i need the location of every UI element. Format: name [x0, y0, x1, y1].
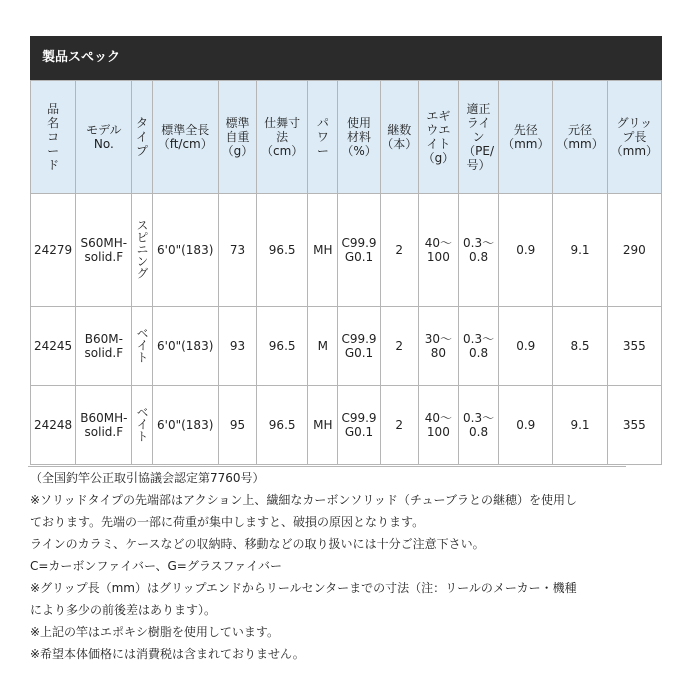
table-row — [31, 307, 662, 386]
col-header: 標準 自重 （g） — [218, 81, 256, 194]
note-line: ラインのカラミ、ケースなどの収納時、移動などの取り扱いには十分ご注意下さい。 — [30, 537, 485, 551]
cell-closed-length: 96.5 — [257, 386, 308, 465]
cell-sections: 2 — [380, 307, 418, 386]
cell-grip: 355 — [607, 386, 661, 465]
col-header: 先径 （mm） — [499, 81, 553, 194]
note-line: ※ソリッドタイプの先端部はアクション上、繊細なカーボンソリッド（チューブラとの継穂）を使用し — [30, 493, 577, 507]
cell-butt: 8.5 — [553, 307, 607, 386]
cell-type: ベイト — [132, 386, 152, 465]
cell-material: C99.9 G0.1 — [338, 307, 380, 386]
cell-code: 24248 — [31, 386, 76, 465]
cell-line: 0.3～ 0.8 — [458, 307, 498, 386]
cell-power: M — [308, 307, 338, 386]
cell-grip: 290 — [607, 194, 661, 307]
cell-length: 6'0"(183) — [152, 307, 218, 386]
note-line: C=カーボンファイバー、G=グラスファイバー — [30, 559, 282, 573]
cell-line: 0.3～ 0.8 — [458, 194, 498, 307]
cell-power: MH — [308, 386, 338, 465]
cell-model: B60M- solid.F — [76, 307, 132, 386]
note-line: ※上記の竿はエポキシ樹脂を使用しています。 — [30, 625, 279, 639]
cell-type: スピニング — [132, 194, 152, 307]
col-header: 品 名 コ ー ド — [31, 81, 76, 194]
cell-weight: 95 — [218, 386, 256, 465]
cell-egi-weight: 40～ 100 — [418, 386, 458, 465]
cell-closed-length: 96.5 — [257, 194, 308, 307]
cell-tip: 0.9 — [499, 386, 553, 465]
col-header: 継数 （本） — [380, 81, 418, 194]
col-header: パ ワ ー — [308, 81, 338, 194]
cell-model: S60MH- solid.F — [76, 194, 132, 307]
cell-egi-weight: 40～ 100 — [418, 194, 458, 307]
note-line: ※グリップ長（mm）はグリップエンドからリールセンターまでの寸法（注：リールのメーカー・機種 — [30, 581, 577, 595]
cell-line: 0.3～ 0.8 — [458, 386, 498, 465]
col-header: 使用 材料 （%） — [338, 81, 380, 194]
cell-length: 6'0"(183) — [152, 194, 218, 307]
certification-note: （全国釣竿公正取引協議会認定第7760号） — [28, 466, 626, 489]
cell-code: 24279 — [31, 194, 76, 307]
cell-code: 24245 — [31, 307, 76, 386]
table-row — [31, 194, 662, 307]
notes-block — [30, 466, 670, 665]
col-header: 適正 ライ ン （PE/ 号） — [458, 81, 498, 194]
cell-sections: 2 — [380, 194, 418, 307]
cell-power: MH — [308, 194, 338, 307]
cell-closed-length: 96.5 — [257, 307, 308, 386]
note-line: により多少の前後差はあります）。 — [30, 603, 217, 617]
cell-weight: 93 — [218, 307, 256, 386]
cell-model: B60MH- solid.F — [76, 386, 132, 465]
cell-tip: 0.9 — [499, 307, 553, 386]
col-header: 元径 （mm） — [553, 81, 607, 194]
cell-sections: 2 — [380, 386, 418, 465]
col-header: グリッ プ長 （mm） — [607, 81, 661, 194]
table-header-row — [31, 81, 662, 194]
col-header: タ イ プ — [132, 81, 152, 194]
cell-egi-weight: 30～ 80 — [418, 307, 458, 386]
col-header: 仕舞寸 法 （cm） — [257, 81, 308, 194]
cell-butt: 9.1 — [553, 194, 607, 307]
cell-length: 6'0"(183) — [152, 386, 218, 465]
cell-material: C99.9 G0.1 — [338, 194, 380, 307]
table-row — [31, 386, 662, 465]
section-title: 製品スペック — [30, 36, 662, 80]
col-header: モデル No. — [76, 81, 132, 194]
col-header: 標準全長 （ft/cm） — [152, 81, 218, 194]
cell-type: ベイト — [132, 307, 152, 386]
col-header: エギ ウエ イト （g） — [418, 81, 458, 194]
note-line: ております。先端の一部に荷重が集中しますと、破損の原因となります。 — [30, 515, 425, 529]
cell-grip: 355 — [607, 307, 661, 386]
cell-tip: 0.9 — [499, 194, 553, 307]
spec-table — [30, 80, 662, 465]
note-line: ※希望本体価格には消費税は含まれておりません。 — [30, 647, 305, 661]
cell-material: C99.9 G0.1 — [338, 386, 380, 465]
cell-weight: 73 — [218, 194, 256, 307]
cell-butt: 9.1 — [553, 386, 607, 465]
